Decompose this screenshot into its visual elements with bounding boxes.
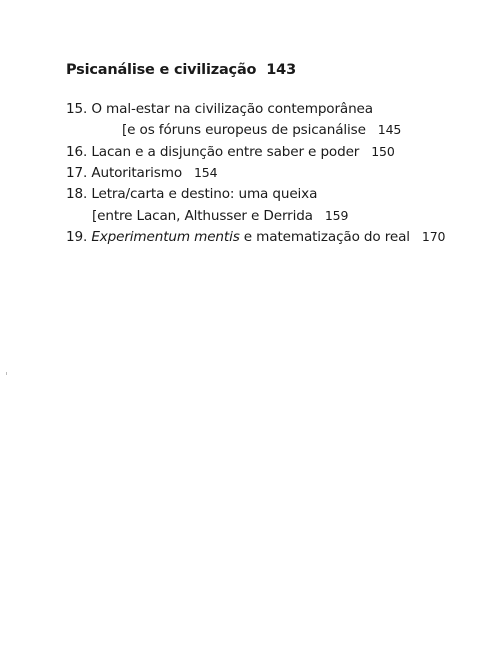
toc-page-number: 145: [377, 122, 402, 137]
toc-entry-19: [66, 229, 445, 245]
toc-entry-text: 15. O mal-estar na civilização contemporânea: [66, 101, 373, 117]
toc-entry-18-continuation: [92, 208, 348, 224]
toc-page-number: 170: [421, 229, 446, 244]
section-heading: [66, 62, 296, 78]
toc-entry-15: [66, 101, 373, 117]
toc-entry-text: 17. Autoritarismo: [66, 165, 182, 181]
toc-entry-text: [entre Lacan, Althusser e Derrida: [92, 208, 313, 224]
toc-entry-text: 18. Letra/carta e destino: uma queixa: [66, 186, 318, 202]
toc-entry-17: [66, 165, 217, 181]
toc-entry-15-continuation: [122, 122, 401, 138]
toc-entry-italic-text: Experimentum mentis: [91, 229, 240, 245]
section-title: Psicanálise e civilização: [66, 62, 257, 78]
section-page-number: 143: [266, 62, 296, 78]
toc-entry-text: e matematização do real: [239, 229, 410, 245]
toc-page-number: 159: [324, 208, 349, 223]
toc-entry-text: [e os fóruns europeus de psicanálise: [122, 122, 366, 138]
toc-entry-number: 19.: [66, 229, 92, 245]
toc-entry-18: [66, 186, 317, 202]
toc-page-number: 154: [193, 165, 218, 180]
toc-page-number: 150: [371, 144, 395, 159]
toc-entry-16: [66, 144, 395, 160]
toc-entry-text: 16. Lacan e a disjunção entre saber e poder: [66, 144, 360, 160]
scan-speck: [6, 372, 7, 375]
